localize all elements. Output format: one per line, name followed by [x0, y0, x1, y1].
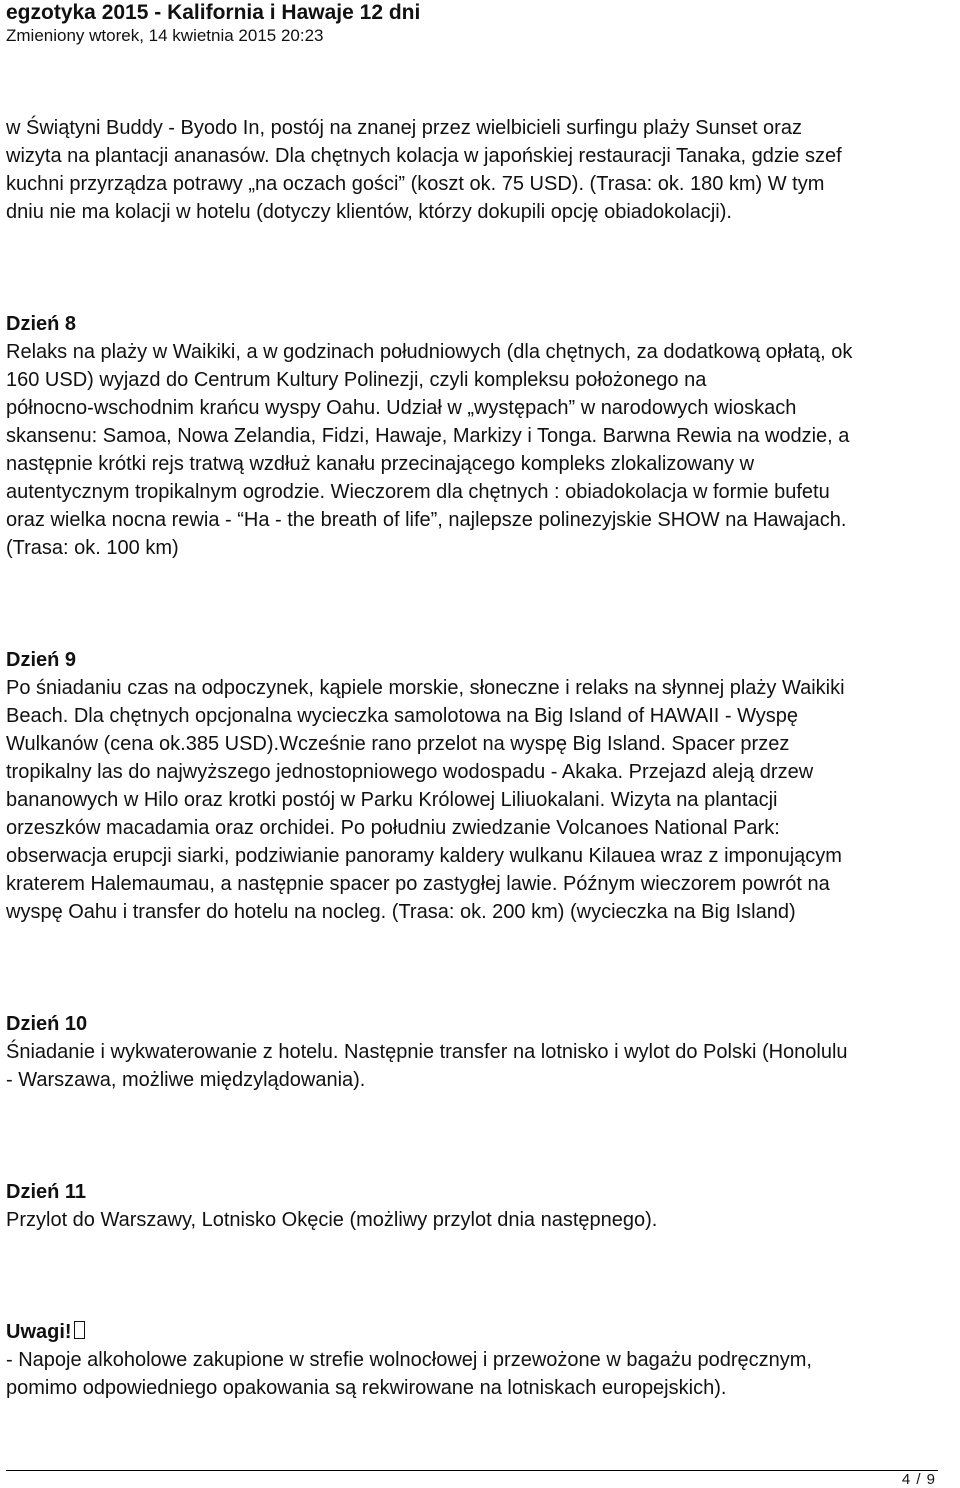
- notes-heading-text: Uwagi!: [6, 1321, 72, 1343]
- day-8-paragraph: Relaks na plaży w Waikiki, a w godzinach południowych (dla chętnych, za dodatkową opłatą, ok 160 USD) wyjazd do Centrum Kultury Polinezji, czyli kompleksu położonego na północno-wschodnim krańcu wyspy Oahu. Udział w „występach” w narodowych wioskach skansenu: Samoa, Nowa Zelandia, Fidzi, Hawaje, Markizy i Tonga. Barwna Rewia na wodzie, a następnie krótki rejs tratwą wzdłuż kanału przecinającego kompleks zlokalizowany w autentycznym tropikalnym ogrodzie. Wieczorem dla chętnych : obiadokolacja w formie bufetu oraz wielka nocna rewia - “Ha - the breath of life”, najlepsze polinezyjskie SHOW na Hawajach. (Trasa: ok. 100 km): [6, 341, 853, 559]
- day-10-section: [6, 1010, 956, 1094]
- intro-paragraph: w Świątyni Buddy - Byodo In, postój na znanej przez wielbicieli surfingu plaży Sunset oraz wizyta na plantacji ananasów. Dla chętnych kolacja w japońskiej restauracji Tanaka, gdzie szef kuchni przyrządza potrawy „na oczach gości” (koszt ok. 75 USD). (Trasa: ok. 180 km) W tym dniu nie ma kolacji w hotelu (dotyczy klientów, którzy dokupili opcję obiadokolacji).: [6, 117, 842, 223]
- day-9-paragraph: Po śniadaniu czas na odpoczynek, kąpiele morskie, słoneczne i relaks na słynnej plaży Waikiki Beach. Dla chętnych opcjonalna wycieczka samolotowa na Big Island of HAWAII - Wyspę Wulkanów (cena ok.385 USD).Wcześnie rano przelot na wyspę Big Island. Spacer przez tropikalny las do najwyższego jednostopniowego wodospadu - Akaka. Przejazd aleją drzew bananowych w Hilo oraz krotki postój w Parku Królowej Liliuokalani. Wizyta na plantacji orzeszków macadamia oraz orchidei. Po południu zwiedzanie Volcanoes National Park: obserwacja erupcji siarki, podziwianie panoramy kaldery wulkanu Kilauea wraz z imponującym kraterem Halemaumau, a następnie spacer po zastygłej lawie. Późnym wieczorem powrót na wyspę Oahu i transfer do hotelu na nocleg. (Trasa: ok. 200 km) (wycieczka na Big Island): [6, 677, 845, 923]
- day-11-section: [6, 1178, 956, 1234]
- modified-date: Zmieniony wtorek, 14 kwietnia 2015 20:23: [6, 26, 324, 45]
- day-10-paragraph: Śniadanie i wykwaterowanie z hotelu. Następnie transfer na lotnisko i wylot do Polski (Honolulu - Warszawa, możliwe międzylądowania).: [6, 1041, 848, 1091]
- missing-glyph-icon: [74, 1321, 85, 1339]
- notes-paragraph: - Napoje alkoholowe zakupione w strefie wolnocłowej i przewożone w bagażu podręcznym, pomimo odpowiedniego opakowania są rekwirowane na lotniskach europejskich).: [6, 1349, 812, 1399]
- day-8-heading: Dzień 8: [6, 313, 77, 335]
- day-8-section: [6, 310, 956, 562]
- day-11-paragraph: Przylot do Warszawy, Lotnisko Okęcie (możliwy przylot dnia następnego).: [6, 1209, 658, 1231]
- day-9-section: [6, 646, 956, 926]
- day-11-heading: Dzień 11: [6, 1181, 87, 1203]
- page-number: 4 / 9: [901, 1471, 936, 1488]
- day-9-heading: Dzień 9: [6, 649, 77, 671]
- page-header: [6, 0, 956, 46]
- notes-section: [6, 1318, 956, 1402]
- intro-section: [6, 114, 956, 226]
- notes-heading: [6, 1318, 956, 1346]
- day-10-heading: Dzień 10: [6, 1013, 88, 1035]
- footer-divider: [6, 1470, 938, 1471]
- document-title: egzotyka 2015 - Kalifornia i Hawaje 12 dni: [6, 1, 421, 24]
